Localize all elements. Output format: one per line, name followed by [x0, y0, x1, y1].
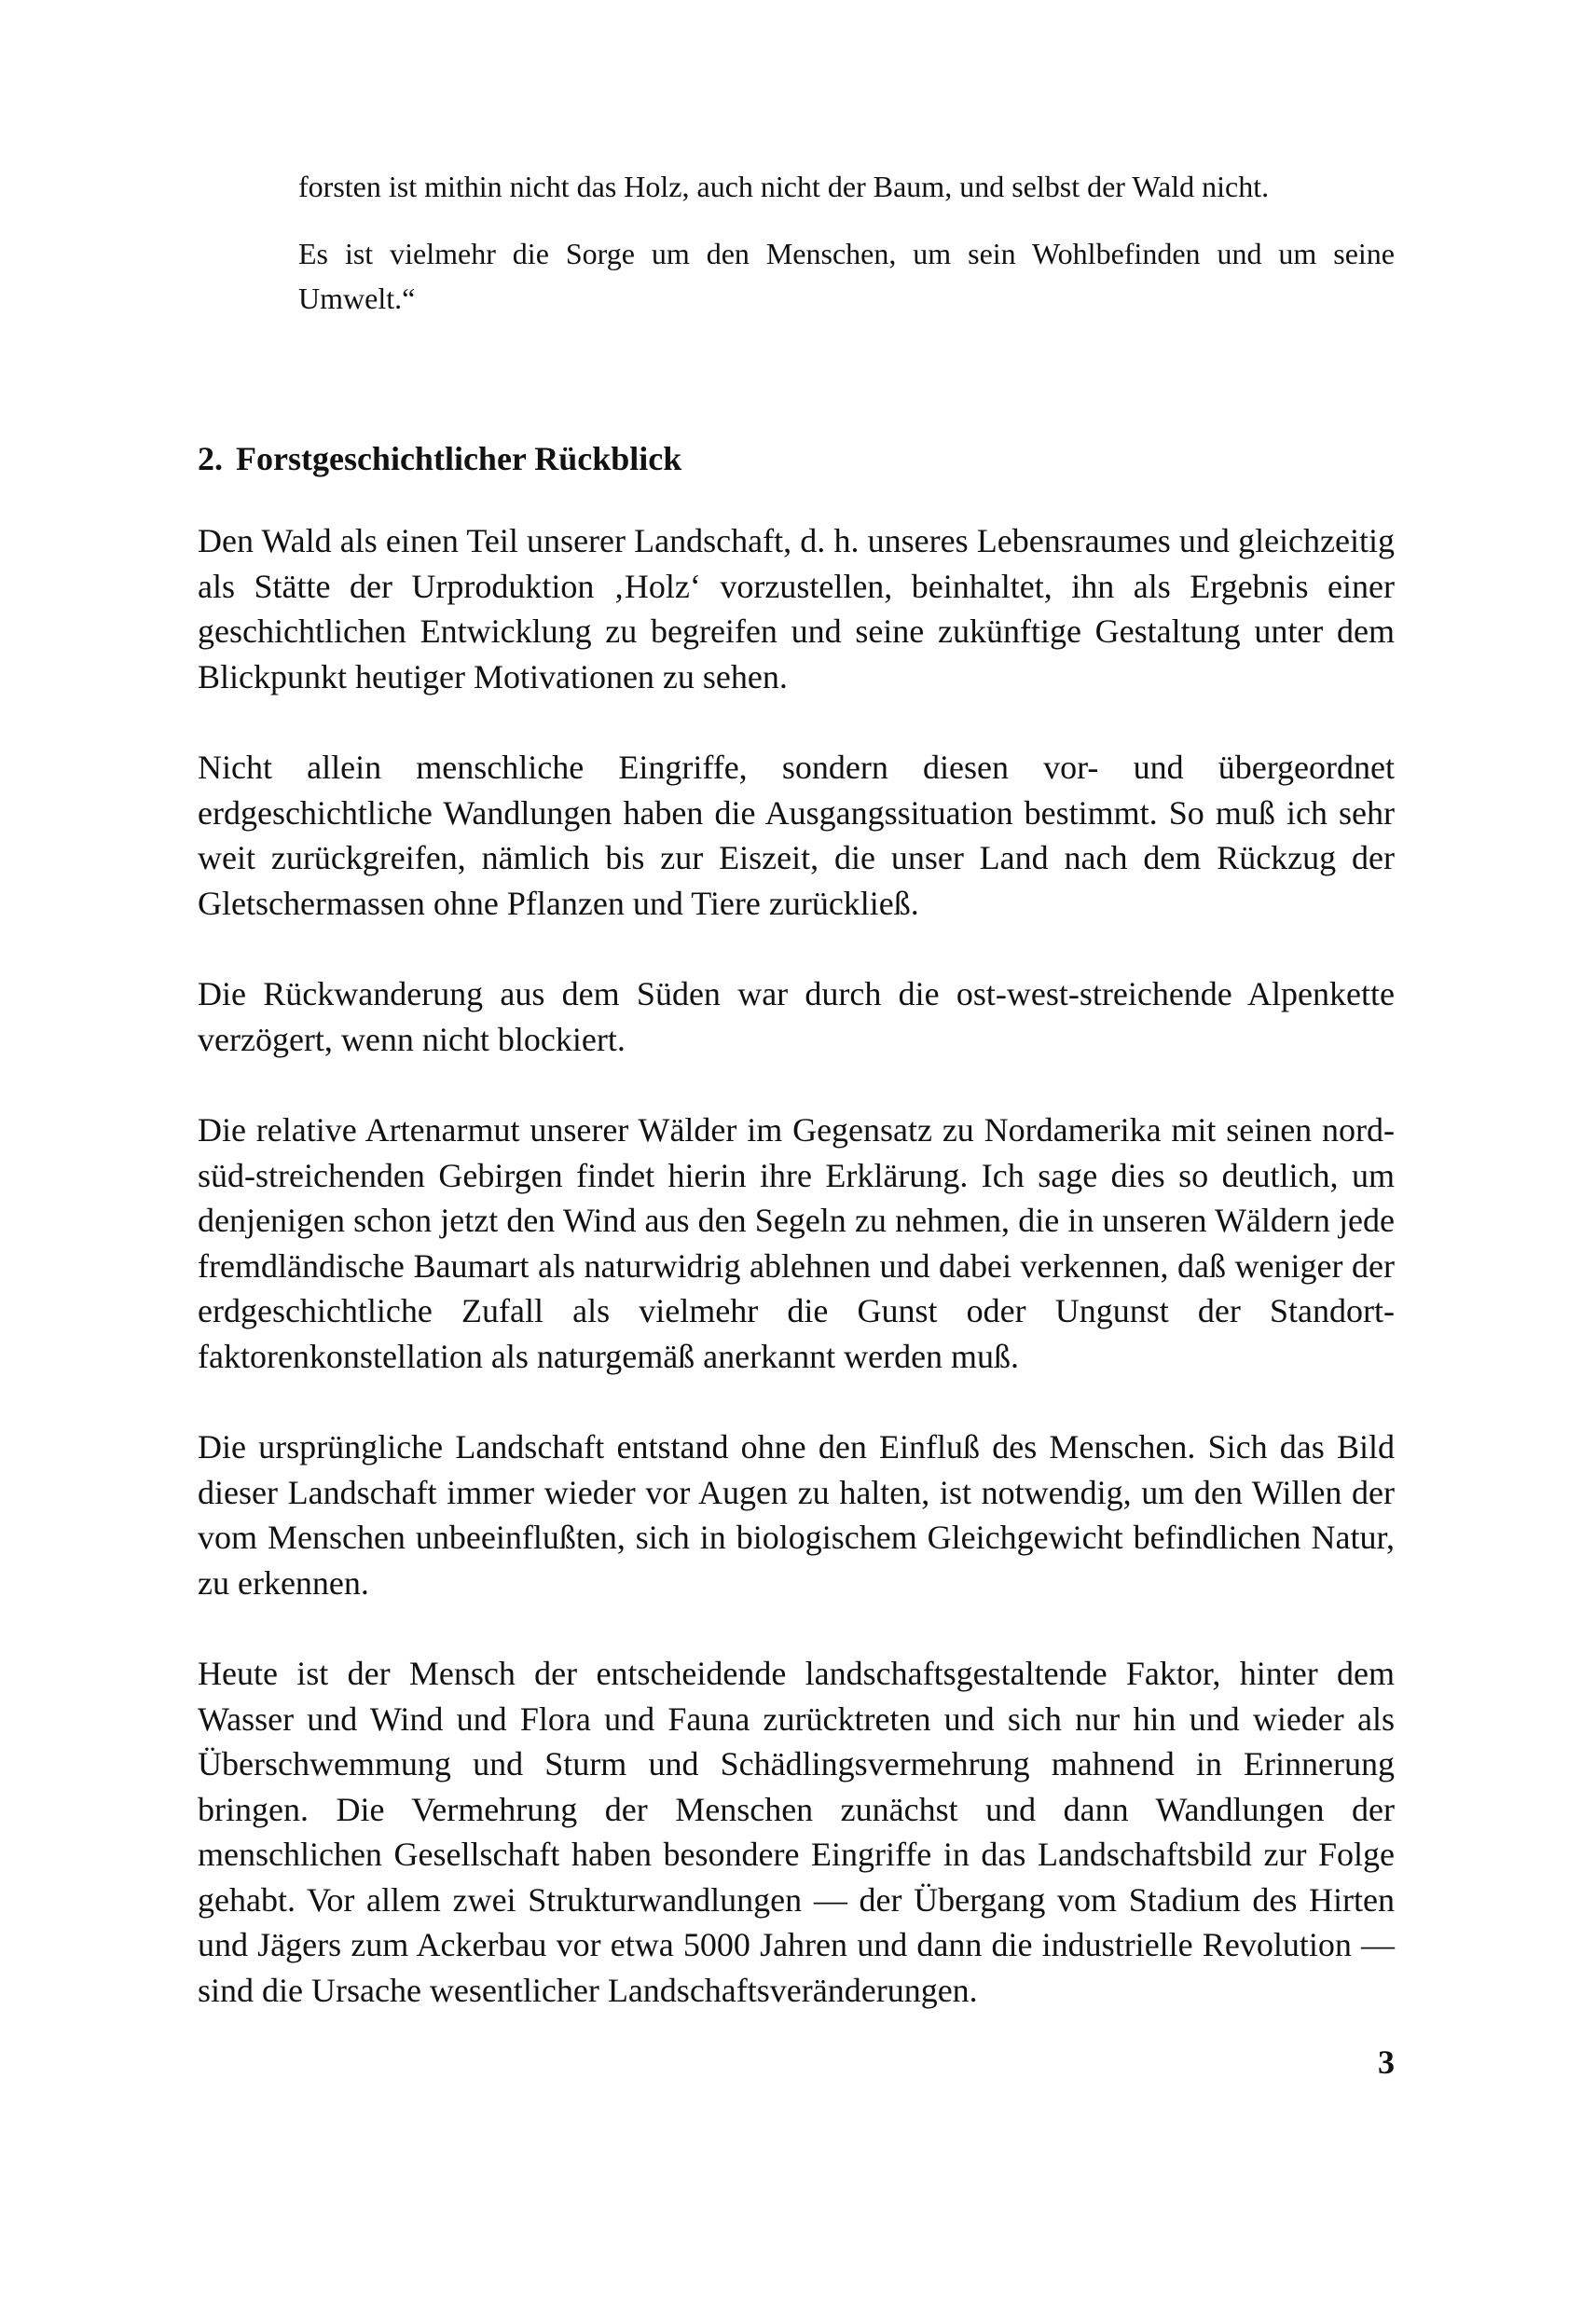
- section-title: Forstgeschichtlicher Rückblick: [236, 440, 682, 477]
- section-heading: [198, 436, 1410, 481]
- body-paragraph-1: Den Wald als einen Teil unserer Landschaft, d. h. unseres Lebensraumes und gleichzeitig als Stätte der Urproduktion ‚Holz‘ vorzustellen, beinhaltet, ihn als Ergebnis einer geschichtlichen Entwicklung zu begreifen und seine zukünftige Gestaltung unter dem Blickpunkt heutiger Motivationen zu sehen.: [198, 522, 1395, 695]
- quote-paragraph-1: forsten ist mithin nicht das Holz, auch nicht der Baum, und selbst der Wald nicht.: [298, 170, 1270, 203]
- body-paragraph-5: Die ursprüngliche Landschaft entstand ohne den Einfluß des Menschen. Sich das Bild dieser Landschaft immer wieder vor Augen zu halten, ist notwendig, um den Willen der vom Menschen unbeeinflußten, sich in biologischem Gleichgewicht befindlichen Natur, zu erkennen.: [198, 1428, 1395, 1602]
- body-paragraph-2: Nicht allein menschliche Eingriffe, sondern diesen vor- und übergeordnet erdgeschichtliche Wandlungen haben die Ausgangssituation bestimmt. So muß ich sehr weit zurückgreifen, nämlich bis zur Eiszeit, die unser Land nach dem Rückzug der Gletschermassen ohne Pflanzen und Tiere zurückließ.: [198, 749, 1395, 922]
- quote-paragraph-2: Es ist vielmehr die Sorge um den Menschen, um sein Wohlbefinden und um seine Umwelt.“: [298, 237, 1395, 315]
- quote-block: [298, 164, 1395, 343]
- body-text: [198, 518, 1395, 2013]
- page-number: 3: [1378, 2044, 1395, 2081]
- section-number: 2.: [198, 440, 223, 477]
- body-paragraph-4: Die relative Artenarmut unserer Wälder im Gegensatz zu Nordamerika mit seinen nord-süd-streichenden Gebirgen findet hierin ihre Erklärung. Ich sage dies so deutlich, um denjenigen schon jetzt den Wind aus den Segeln zu nehmen, die in unseren Wäldern jede fremdländische Baumart als naturwidrig ablehnen und dabei verkennen, daß weniger der erdgeschichtliche Zufall als vielmehr die Gunst oder Ungunst der Standortfaktorenkonstellation als naturgemäß anerkannt werden muß.: [198, 1111, 1395, 1375]
- body-paragraph-6: Heute ist der Mensch der entscheidende landschaftsgestaltende Faktor, hinter dem Wasser und Wind und Flora und Fauna zurücktreten und sich nur hin und wieder als Überschwemmung und Sturm und Schädlingsvermehrung mahnend in Erinnerung bringen. Die Vermehrung der Menschen zunächst und dann Wandlungen der menschlichen Gesellschaft haben besondere Eingriffe in das Landschaftsbild zur Folge gehabt. Vor allem zwei Strukturwandlungen — der Übergang vom Stadium des Hirten und Jägers zum Ackerbau vor etwa 5000 Jahren und dann die industrielle Revolution — sind die Ursache wesentlicher Landschaftsveränderungen.: [198, 1655, 1395, 2009]
- body-paragraph-3: Die Rückwanderung aus dem Süden war durch die ost-west-streichende Alpenkette verzögert, wenn nicht blockiert.: [198, 975, 1395, 1058]
